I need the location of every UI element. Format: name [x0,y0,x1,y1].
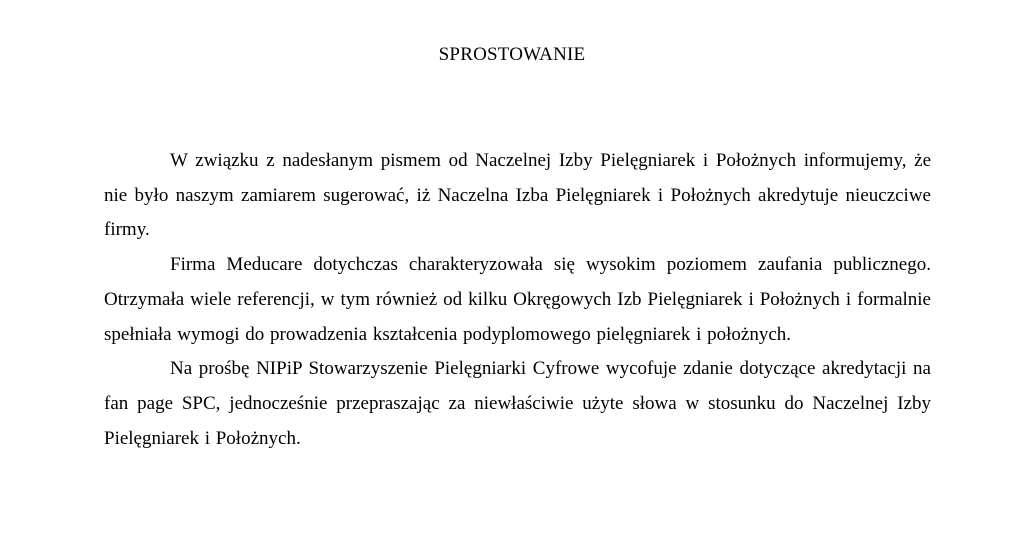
paragraph-3: Na prośbę NIPiP Stowarzyszenie Pielęgniarki Cyfrowe wycofuje zdanie dotyczące akredytacji na fan page SPC, jednocześnie przepraszając za niewłaściwie użyte słowa w stosunku do Naczelnej Izby Pielęgniarek i Położnych. [104,358,931,449]
paragraph-2: Firma Meducare dotychczas charakteryzowała się wysokim poziomem zaufania publicznego. Otrzymała wiele referencji, w tym również od kilku Okręgowych Izb Pielęgniarek i Położnych i formalnie spełniała wymogi do prowadzenia kształcenia podyplomowego pielęgniarek i położnych. [104,254,931,345]
paragraph-1: W związku z nadesłanym pismem od Naczelnej Izby Pielęgniarek i Położnych informujemy, że nie było naszym zamiarem sugerować, iż Naczelna Izba Pielęgniarek i Położnych akredytuje nieuczciwe firmy. [104,150,931,241]
document-body [104,144,931,456]
document-title: SPROSTOWANIE [438,44,586,65]
